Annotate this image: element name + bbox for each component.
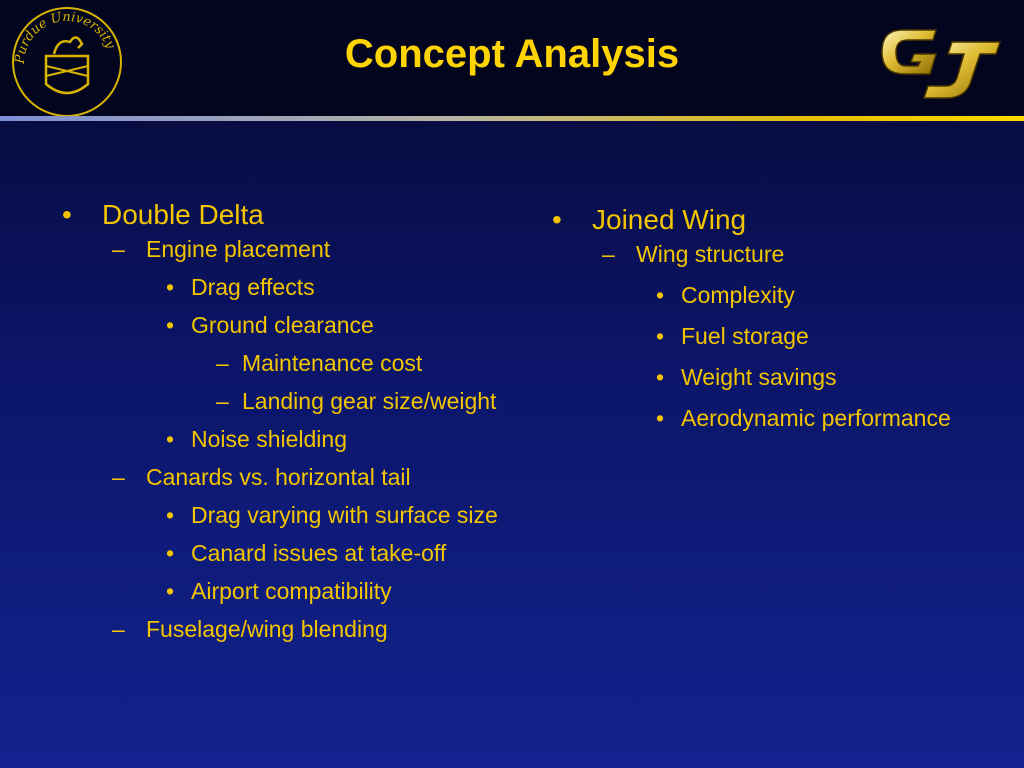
seal-lettering: Purdue University — [12, 9, 118, 65]
gj-logo — [876, 20, 1008, 104]
sub-item-canards: – Canards vs. horizontal tail — [112, 464, 411, 490]
sub-item-engine-placement: – Engine placement — [112, 236, 331, 262]
sub-item-drag-varying: • Drag varying with surface size — [166, 502, 498, 528]
sub-item-landing-gear: – Landing gear size/weight — [216, 388, 497, 414]
sub-item-airport-compatibility: • Airport compatibility — [166, 578, 392, 604]
joined-wing-column — [548, 201, 1008, 433]
bullet-double-delta: • Double Delta — [62, 199, 264, 230]
sub-item-drag-effects: • Drag effects — [166, 274, 315, 300]
sub-item-noise-shielding: • Noise shielding — [166, 426, 347, 452]
sub-item-weight-savings: • Weight savings — [656, 364, 837, 390]
sub-item-fuselage-wing-blending: – Fuselage/wing blending — [112, 616, 388, 642]
sub-item-fuel-storage: • Fuel storage — [656, 323, 809, 349]
joined-wing-list — [548, 201, 1008, 433]
double-delta-list — [58, 196, 528, 644]
header-divider — [0, 116, 1024, 121]
sub-item-ground-clearance: • Ground clearance — [166, 312, 374, 338]
sub-item-canard-issues: • Canard issues at take-off — [166, 540, 447, 566]
bullet-joined-wing: • Joined Wing — [552, 204, 747, 235]
sub-item-complexity: • Complexity — [656, 282, 795, 308]
sub-item-aerodynamic-performance: • Aerodynamic performance — [656, 405, 951, 431]
double-delta-column — [58, 196, 528, 644]
sub-item-wing-structure: – Wing structure — [602, 241, 785, 267]
sub-item-maintenance-cost: – Maintenance cost — [216, 350, 423, 376]
slide-title: Concept Analysis — [344, 32, 680, 76]
